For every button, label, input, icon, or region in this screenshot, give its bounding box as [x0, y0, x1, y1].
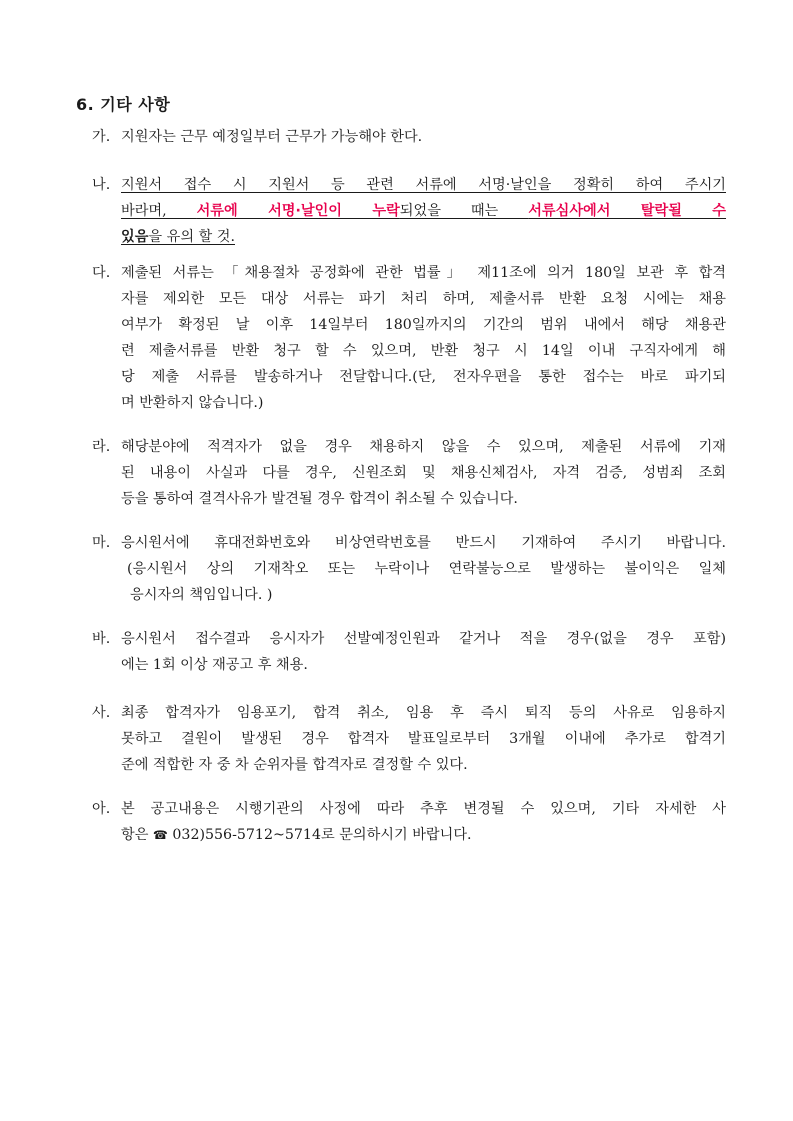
item-text: 해당분야에 적격자가 없을 경우 채용하지 않을 수 있으며, 제출된 서류에 기재 — [121, 439, 726, 455]
item-text: 응시원서 접수결과 응시자가 선발예정인원과 같거나 적을 경우(없을 경우 포함) — [121, 631, 726, 647]
item-text: 응시원서에 휴대전화번호와 비상연락번호를 반드시 기재하여 주시기 바랍니다. — [121, 535, 726, 551]
list-item-ma — [92, 530, 726, 608]
item-text: 못하고 결원이 발생된 경우 합격자 발표일로부터 3개월 이내에 추가로 합격기 — [121, 731, 726, 747]
item-text: 바라며, — [121, 203, 197, 219]
item-text: 제출된 서류는 「채용절차 공정화에 관한 법률」 제11조에 의거 180일 보관 후 합격 — [121, 265, 726, 281]
item-marker: 마. — [92, 535, 111, 551]
item-text: 당 제출 서류를 발송하거나 전달합니다.(단, 전자우편을 통한 접수는 바로 파기되 — [121, 369, 726, 385]
item-text: 준에 적합한 자 중 차 순위자를 합격자로 결정할 수 있다. — [121, 757, 468, 773]
list-item-sa — [92, 700, 726, 778]
list-item-ra — [92, 434, 726, 512]
list-item-ba — [92, 626, 726, 678]
item-marker: 가. — [92, 129, 111, 145]
item-text: (응시원서 상의 기재착오 또는 누락이나 연락불능으로 발생하는 불이익은 일체 — [127, 561, 726, 577]
item-text: 며 반환하지 않습니다.) — [121, 395, 264, 411]
item-text: 을 유의 할 것. — [148, 229, 235, 245]
emphasis-text: 서류에 서명·날인이 누락 — [196, 203, 400, 219]
list-item-na — [92, 172, 726, 250]
item-text: 련 제출서류를 반환 청구 할 수 있으며, 반환 청구 시 14일 이내 구직자에게 해 — [121, 343, 726, 359]
item-text: 응시자의 책임입니다. ) — [130, 587, 273, 603]
item-text: 지원서 접수 시 지원서 등 관련 서류에 서명·날인을 정확히 하여 주시기 — [121, 177, 726, 193]
phone-icon: ☎ — [152, 828, 168, 842]
item-marker: 라. — [92, 439, 111, 455]
emphasis-text: 서류심사에서 탈락될 수 — [528, 203, 727, 219]
item-text: 여부가 확정된 날 이후 14일부터 180일까지의 기간의 범위 내에서 해당 채용관 — [121, 317, 726, 333]
item-text: 된 내용이 사실과 다를 경우, 신원조회 및 채용신체검사, 자격 검증, 성범죄 조회 — [121, 465, 726, 481]
item-text: 에는 1회 이상 재공고 후 채용. — [121, 657, 308, 673]
list-item-ga — [92, 124, 726, 150]
item-marker: 바. — [92, 631, 111, 647]
list-item-da — [92, 260, 726, 416]
item-marker: 아. — [92, 801, 111, 817]
item-text: 등을 통하여 결격사유가 발견될 경우 합격이 취소될 수 있습니다. — [121, 491, 518, 507]
item-text: 되었을 때는 — [399, 203, 529, 219]
item-text: 지원자는 근무 예정일부터 근무가 가능해야 한다. — [121, 129, 423, 145]
item-marker: 나. — [92, 177, 111, 193]
item-text: 항은 — [121, 827, 153, 843]
item-text: 최종 합격자가 임용포기, 합격 취소, 임용 후 즉시 퇴직 등의 사유로 임용하지 — [121, 705, 726, 721]
list-item-a — [92, 796, 726, 848]
item-text: 032)556-5712~5714로 문의하시기 바랍니다. — [167, 827, 472, 843]
section-title: 6. 기타 사항 — [76, 95, 171, 114]
item-text: 자를 제외한 모든 대상 서류는 파기 처리 하며, 제출서류 반환 요청 시에는 채용 — [121, 291, 726, 307]
item-text: 본 공고내용은 시행기관의 사정에 따라 추후 변경될 수 있으며, 기타 자세한 사 — [121, 801, 726, 817]
item-marker: 다. — [92, 265, 111, 281]
item-marker: 사. — [92, 705, 111, 721]
emphasis-text: 있음 — [121, 229, 149, 245]
